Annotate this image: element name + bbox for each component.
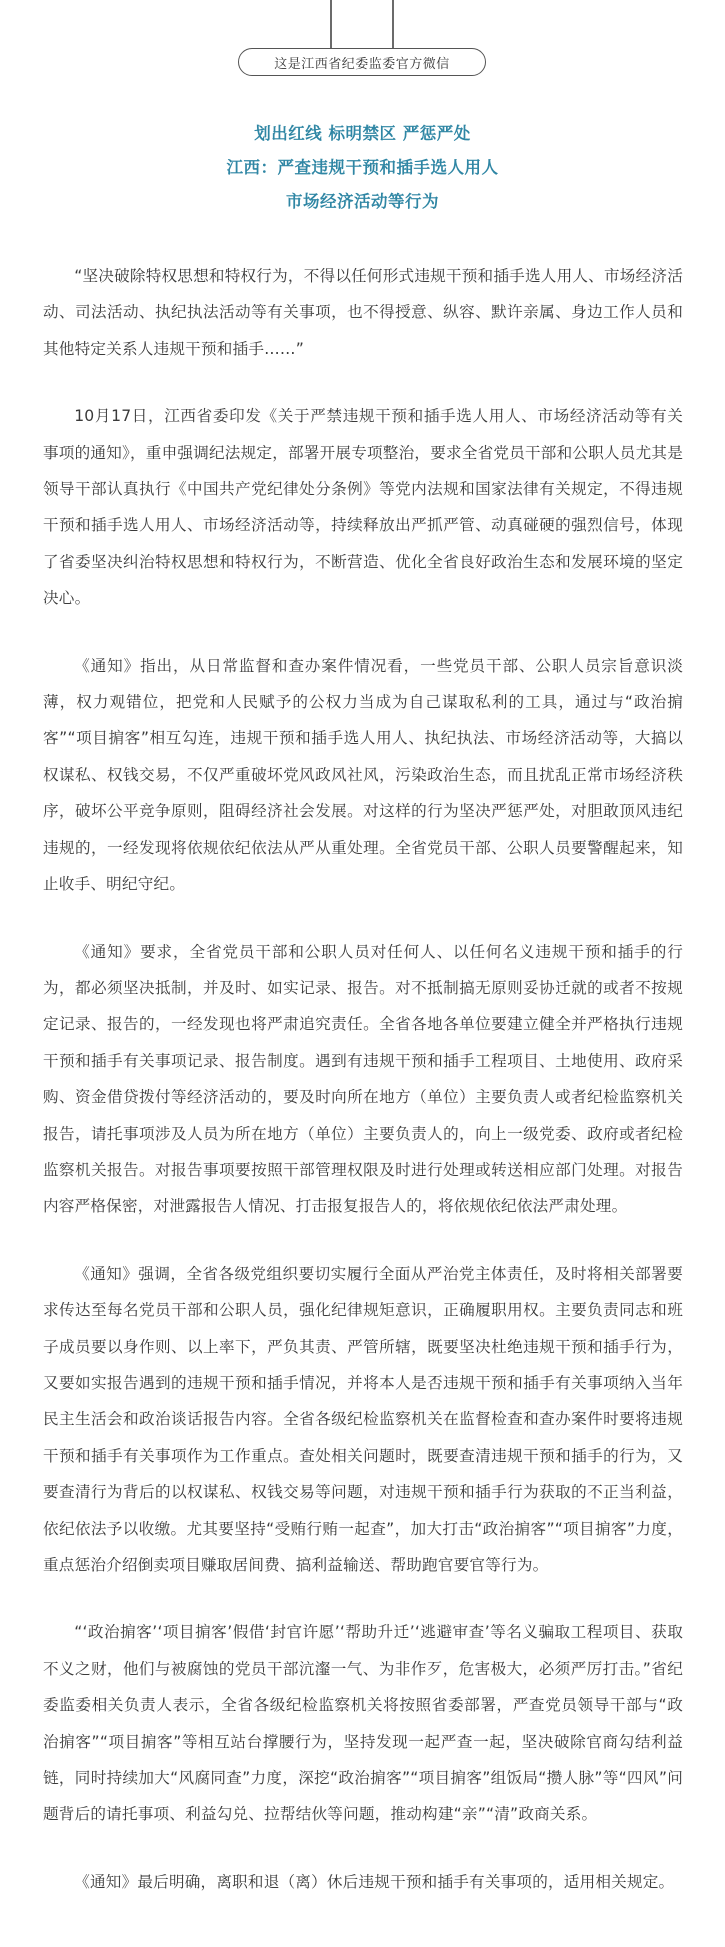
headline-line-1: 划出红线 标明禁区 严惩严处	[254, 124, 471, 143]
badge-hanger-right	[392, 0, 394, 48]
official-account-badge: 这是江西省纪委监委官方微信	[238, 48, 486, 76]
paragraph-notice-issued: 10月17日，江西省委印发《关于严禁违规干预和插手选人用人、市场经济活动等有关事项的通知》，重申强调纪法规定，部署开展专项整治，要求全省党员干部和公职人员尤其是领导干部认真执行《中国共产党纪律处分条例》等党内法规和国家法律有关规定，不得违规干预和插手选人用人、市场经济活动等，持续释放出严抓严管、动真碰硬的强烈信号，体现了省委坚决纠治特权思想和特权行为，不断营造、优化全省良好政治生态和发展环境的坚定决心。	[43, 407, 683, 608]
paragraph-notice-points-out: 《通知》指出，从日常监督和查办案件情况看，一些党员干部、公职人员宗旨意识淡薄，权力观错位，把党和人民赋予的公权力当成为自己谋取私利的工具，通过与“政治掮客”“项目掮客”相互勾连，违规干预和插手选人用人、执纪执法、市场经济活动等，大搞以权谋私、权钱交易，不仅严重破坏党风政风社风，污染政治生态，而且扰乱正常市场经济秩序，破坏公平竞争原则，阻碍经济社会发展。对这样的行为坚决严惩严处，对胆敢顶风违纪违规的，一经发现将依规依纪依法从严从重处理。全省党员干部、公职人员要警醒起来，知止收手、明纪守纪。	[43, 656, 683, 894]
account-badge-area	[0, 0, 725, 90]
article-headline	[0, 117, 725, 219]
paragraph-notice-emphasizes: 《通知》强调，全省各级党组织要切实履行全面从严治党主体责任，及时将相关部署要求传达至每名党员干部和公职人员，强化纪律规矩意识，正确履职用权。主要负责同志和班子成员要以身作则、以上率下，严负其责、严管所辖，既要坚决杜绝违规干预和插手行为，又要如实报告遇到的违规干预和插手情况，并将本人是否违规干预和插手有关事项纳入当年民主生活会和政治谈话报告内容。全省各级纪检监察机关在监督检查和查办案件时要将违规干预和插手有关事项作为工作重点。查处相关问题时，既要查清违规干预和插手的行为，又要查清行为背后的以权谋私、权钱交易等问题，对违规干预和插手行为获取的不正当利益，依纪依法予以收缴。尤其要坚持“受贿行贿一起查”，加大打击“政治掮客”“项目掮客”力度，重点惩治介绍倒卖项目赚取居间费、搞利益输送、帮助跑官要官等行为。	[43, 1264, 683, 1574]
article-body	[43, 258, 683, 1931]
badge-hanger-left	[330, 0, 332, 48]
paragraph-notice-final: 《通知》最后明确，离职和退（离）休后违规干预和插手有关事项的，适用相关规定。	[74, 1872, 675, 1891]
paragraph-notice-requires: 《通知》要求，全省党员干部和公职人员对任何人、以任何名义违规干预和插手的行为，都必须坚决抵制，并及时、如实记录、报告。对不抵制搞无原则妥协迁就的或者不按规定记录、报告的，一经发现也将严肃追究责任。全省各地各单位要建立健全并严格执行违规干预和插手有关事项记录、报告制度。遇到有违规干预和插手工程项目、土地使用、政府采购、资金借贷拨付等经济活动的，要及时向所在地方（单位）主要负责人或者纪检监察机关报告，请托事项涉及人员为所在地方（单位）主要负责人的，向上一级党委、政府或者纪检监察机关报告。对报告事项要按照干部管理权限及时进行处理或转送相应部门处理。对报告内容严格保密，对泄露报告人情况、打击报复报告人的，将依规依纪依法严肃处理。	[43, 942, 683, 1216]
paragraph-quote: “坚决破除特权思想和特权行为，不得以任何形式违规干预和插手选人用人、市场经济活动、司法活动、执纪执法活动等有关事项，也不得授意、纵容、默许亲属、身边工作人员和其他特定关系人违规干预和插手……”	[43, 267, 683, 358]
headline-line-2: 江西：严查违规干预和插手选人用人	[226, 158, 499, 177]
headline-line-3: 市场经济活动等行为	[286, 192, 439, 211]
paragraph-official-statement: “‘政治掮客’‘项目掮客’假借‘封官许愿’‘帮助升迁’‘逃避审查’等名义骗取工程项目、获取不义之财，他们与被腐蚀的党员干部沆瀣一气、为非作歹，危害极大，必须严厉打击。”省纪委监委相关负责人表示，全省各级纪检监察机关将按照省委部署，严查党员领导干部与“政治掮客”“项目掮客”等相互站台撑腰行为，坚持发现一起严查一起，坚决破除官商勾结利益链，同时持续加大“风腐同查”力度，深挖“政治掮客”“项目掮客”组饭局“攒人脉”等“四风”问题背后的请托事项、利益勾兑、拉帮结伙等问题，推动构建“亲”“清”政商关系。	[43, 1623, 683, 1824]
